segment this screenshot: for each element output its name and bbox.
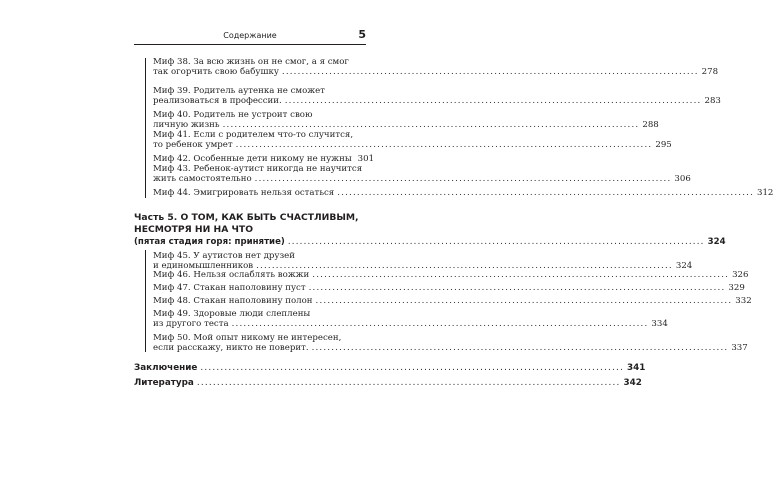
toc-page-number: 312 — [757, 188, 773, 198]
toc-page-number: 324 — [707, 237, 726, 247]
toc-entry-myth-42[interactable] — [153, 154, 375, 164]
toc-entry-text: Миф 42. Особенные дети никому не нужны — [153, 154, 352, 164]
toc-entry-text: Миф 44. Эмигрировать нельзя остаться — [153, 188, 335, 198]
toc-entry-text: из другого теста — [153, 319, 229, 329]
toc-entry-text: Заключение — [134, 363, 198, 373]
toc-entry-myth-40[interactable] — [153, 110, 659, 130]
toc-page-number: 334 — [651, 319, 668, 329]
toc-page-number: 288 — [642, 120, 659, 130]
toc-entry-text: Миф 47. Стакан наполовину пуст — [153, 283, 306, 293]
toc-entry-text: Литература — [134, 378, 194, 388]
toc-entry-text: так огорчить свою бабушку — [153, 67, 279, 77]
leader-dots: .......................................................................................................... — [231, 319, 649, 329]
leader-dots: .......................................................................................................... — [337, 188, 754, 198]
toc-entry-text: Миф 45. У аутистов нет друзей — [153, 251, 295, 261]
toc-entry-text: и единомышленников — [153, 261, 254, 271]
leader-dots: .......................................................................................................... — [287, 237, 705, 247]
leader-dots: .......................................................................................................... — [281, 67, 699, 77]
toc-entry-text: личную жизнь — [153, 120, 220, 130]
toc-entry-myth-48[interactable] — [153, 296, 752, 306]
leader-dots: .......................................................................................................... — [315, 296, 733, 306]
toc-page-number: 342 — [623, 378, 642, 388]
page-number: 5 — [358, 28, 366, 41]
toc-entry-part-5[interactable] — [134, 212, 726, 248]
toc-page-number: 283 — [704, 96, 721, 106]
leader-dots: .......................................................................................................... — [235, 140, 653, 150]
toc-entry-text: Миф 41. Если с родителем что-то случится, — [153, 130, 354, 140]
toc-page-number: 337 — [731, 343, 748, 353]
toc-entry-conclusion[interactable] — [134, 363, 646, 375]
toc-entry-myth-46[interactable] — [153, 270, 749, 280]
toc-page-number: 326 — [732, 270, 749, 280]
toc-entry-text: Миф 50. Мой опыт никому не интересен, — [153, 333, 342, 343]
toc-entry-myth-39[interactable] — [153, 86, 721, 106]
leader-dots: .......................................................................................................... — [308, 283, 726, 293]
toc-entry-text: реализоваться в профессии. — [153, 96, 282, 106]
toc-entry-myth-47[interactable] — [153, 283, 745, 293]
toc-page-number: 278 — [701, 67, 719, 77]
toc-entry-myth-49[interactable] — [153, 309, 668, 329]
section-rule — [145, 58, 146, 198]
leader-dots: .......................................................................................................... — [284, 96, 702, 106]
toc-entry-text: Миф 49. Здоровые люди слеплены — [153, 309, 311, 319]
leader-dots: .......................................................................................................... — [196, 378, 621, 388]
toc-entry-text: Миф 38. За всю жизнь он не смог, а я смог — [153, 57, 349, 67]
toc-entry-text: Миф 46. Нельзя ослаблять вожжи — [153, 270, 310, 280]
leader-dots: .......................................................................................................... — [254, 174, 672, 184]
leader-dots: .......................................................................................................... — [256, 261, 673, 271]
toc-entry-myth-50[interactable] — [153, 333, 748, 353]
toc-page-number: 301 — [357, 154, 375, 164]
toc-entry-text: жить самостоятельно — [153, 174, 252, 184]
toc-page-number: 295 — [655, 140, 672, 150]
part-subtitle: (пятая стадия горя: принятие) — [134, 237, 285, 247]
running-head-title: Содержание — [223, 31, 277, 40]
toc-entry-myth-38[interactable] — [153, 57, 719, 77]
leader-dots: .......................................................................................................... — [222, 120, 640, 130]
toc-entry-myth-45[interactable] — [153, 251, 693, 271]
section-rule — [145, 250, 146, 352]
toc-page-number: 324 — [675, 261, 693, 271]
leader-dots: .......................................................................................................... — [200, 363, 624, 373]
toc-entry-text: Миф 40. Родитель не устроит свою — [153, 110, 313, 120]
toc-entry-text: Миф 48. Стакан наполовину полон — [153, 296, 313, 306]
part-title: Часть 5. О ТОМ, КАК БЫТЬ СЧАСТЛИВЫМ, — [134, 212, 359, 223]
toc-entry-myth-41[interactable] — [153, 130, 672, 150]
part-title: НЕСМОТРЯ НИ НА ЧТО — [134, 224, 254, 235]
toc-entry-literature[interactable] — [134, 378, 642, 390]
toc-entry-text: то ребенок умрет — [153, 140, 233, 150]
toc-entry-text: если расскажу, никто не поверит. — [153, 343, 309, 353]
toc-page-number: 306 — [674, 174, 691, 184]
toc-page-number: 332 — [735, 296, 752, 306]
toc-entry-myth-43[interactable] — [153, 164, 691, 184]
toc-entry-myth-44[interactable] — [153, 188, 773, 198]
toc-page-number: 329 — [728, 283, 745, 293]
toc-entry-text: Миф 39. Родитель аутенка не сможет — [153, 86, 326, 96]
toc-entry-text: Миф 43. Ребенок-аутист никогда не научится — [153, 164, 363, 174]
leader-dots: .......................................................................................................... — [312, 270, 730, 280]
running-head — [134, 28, 366, 45]
toc-page-number: 341 — [626, 363, 646, 373]
leader-dots: .......................................................................................................... — [311, 343, 729, 353]
